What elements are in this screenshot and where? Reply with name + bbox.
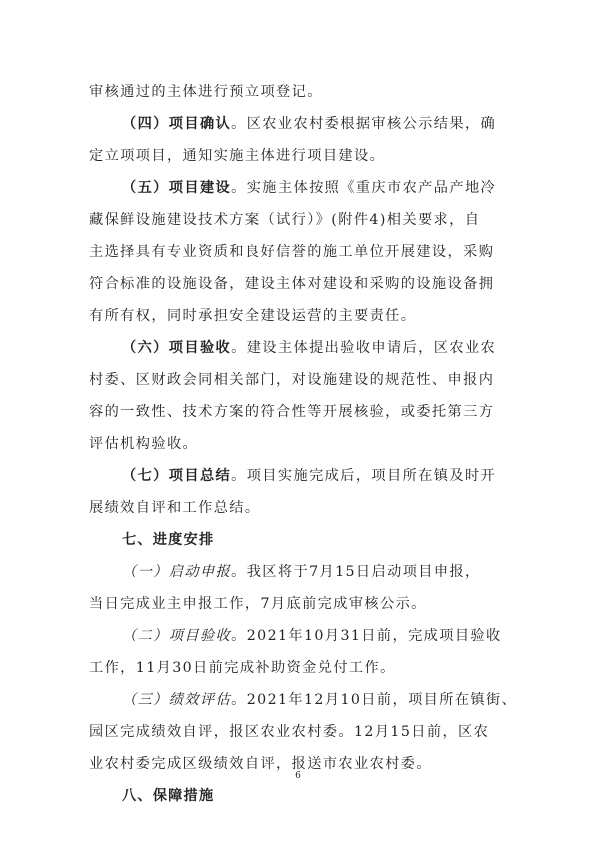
line-text: 业农村委完成区级绩效自评，报送市农业农村委。 (89, 756, 432, 772)
section-heading-schedule (0, 530, 596, 550)
item-6-line (0, 338, 596, 358)
body-text-line (0, 594, 596, 614)
body-text-line (0, 274, 596, 294)
body-text-line (0, 402, 596, 422)
item-5-line (0, 178, 596, 198)
item-heading-summary: （七）项目总结 (122, 468, 232, 484)
line-text: 园区完成绩效自评，报区农业农村委。12月15日前，区农 (89, 724, 490, 740)
section-heading-safeguards (0, 786, 596, 806)
line-text: 。项目实施完成后，项目所在镇及时开 (231, 468, 497, 484)
schedule-1-line (0, 562, 596, 582)
item-heading-acceptance-2: （二）项目验收 (122, 628, 232, 644)
line-text: 符合标准的设施设备，建设主体对建设和采购的设施设备拥 (89, 276, 495, 292)
body-text-line (0, 370, 596, 390)
line-text: 有所有权，同时承担安全建设运营的主要责任。 (89, 308, 417, 324)
line-text: 展绩效自评和工作总结。 (89, 500, 261, 516)
body-text-line (0, 498, 596, 518)
line-text: 定立项项目，通知实施主体进行项目建设。 (89, 148, 386, 164)
body-text-line (0, 722, 596, 742)
line-text: 评估机构验收。 (89, 436, 199, 452)
page-number: 6 (295, 771, 301, 781)
line-text: 。区农业农村委根据审核公示结果，确 (231, 116, 497, 132)
item-heading-acceptance: （六）项目验收 (122, 340, 232, 356)
section-heading-text: 八、保障措施 (122, 788, 215, 804)
line-text: 审核通过的主体进行预立项登记。 (89, 84, 323, 100)
line-text: 藏保鲜设施建设技术方案（试行）》(附件4)相关要求，自 (89, 212, 481, 228)
line-text: 。2021年10月31日前，完成项目验收 (231, 628, 502, 644)
item-4-line (0, 114, 596, 134)
item-heading-evaluation: （三）绩效评估 (122, 692, 232, 708)
line-text: 工作，11月30日前完成补助资金兑付工作。 (89, 660, 396, 676)
item-heading-launch: （一）启动申报 (122, 564, 232, 580)
line-text: 容的一致性、技术方案的符合性等开展核验，或委托第三方 (89, 404, 495, 420)
body-text-line (0, 146, 596, 166)
line-text: 。建设主体提出验收申请后，区农业农 (231, 340, 497, 356)
schedule-2-line (0, 626, 596, 646)
line-text: 主选择具有专业资质和良好信誉的施工单位开展建设，采购 (89, 244, 495, 260)
schedule-3-line (0, 690, 596, 710)
body-text-line (0, 82, 596, 102)
item-heading-confirm: （四）项目确认 (122, 116, 232, 132)
line-text: 。实施主体按照《重庆市农产品产地冷 (231, 180, 497, 196)
body-text-line (0, 434, 596, 454)
body-text-line (0, 658, 596, 678)
item-heading-construction: （五）项目建设 (122, 180, 232, 196)
body-text-line (0, 242, 596, 262)
line-text: 。我区将于7月15日启动项目申报， (231, 564, 481, 580)
body-text-line (0, 210, 596, 230)
line-text: 当日完成业主申报工作，7月底前完成审核公示。 (89, 596, 427, 612)
line-text: 村委、区财政会同相关部门，对设施建设的规范性、申报内 (89, 372, 495, 388)
body-text-line (0, 306, 596, 326)
section-heading-text: 七、进度安排 (122, 532, 215, 548)
item-7-line (0, 466, 596, 486)
line-text: 。2021年12月10日前，项目所在镇街、 (231, 692, 518, 708)
